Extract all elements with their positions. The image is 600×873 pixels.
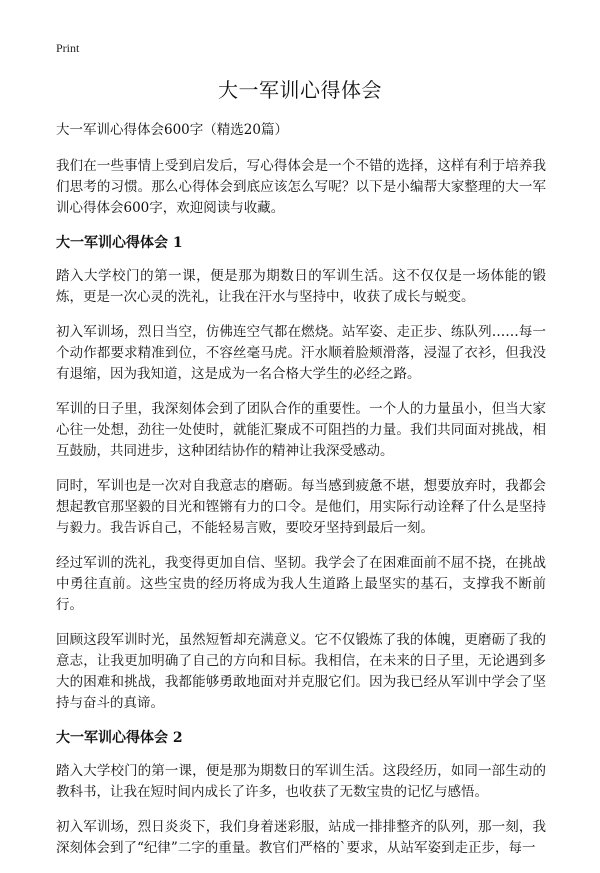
document-title: 大一军训心得体会 [218, 78, 382, 102]
section-1-paragraph-5: 经过军训的洗礼，我变得更加自信、坚韧。我学会了在困难面前不屈不挠，在挑战中勇往直前。这些宝贵的经历将成为我人生道路上最坚实的基石，支撑我不断前行。 [56, 555, 546, 613]
section-1-paragraph-1: 踏入大学校门的第一课，便是那为期数日的军训生活。这不仅仅是一场体能的锻炼，更是一次心灵的洗礼，让我在汗水与坚持中，收获了成长与蜕变。 [56, 268, 546, 305]
section-2-paragraph-1: 踏入大学校门的第一课，便是那为期数日的军训生活。这段经历，如同一部生动的教科书，让我在短时间内成长了许多，也收获了无数宝贵的记忆与感悟。 [56, 763, 546, 800]
document-body [56, 120, 546, 873]
section-2-paragraph-2: 初入军训场，烈日炎炎下，我们身着迷彩服，站成一排排整齐的队列，那一刻，我深刻体会到了“纪律”二字的重量。教官们严格的`要求，从站军姿到走正步，每一 [56, 819, 546, 856]
print-link[interactable]: Print [56, 41, 80, 55]
section-heading-1: 大一军训心得体会 1 [56, 235, 183, 251]
section-1-paragraph-4: 同时，军训也是一次对自我意志的磨砺。每当感到疲惫不堪，想要放弃时，我都会想起教官那坚毅的目光和铿锵有力的口令。是他们，用实际行动诠释了什么是坚持与毅力。我告诉自己，不能轻易言败，要咬牙坚持到最后一刻。 [56, 478, 546, 536]
section-1-paragraph-6: 回顾这段军训时光，虽然短暂却充满意义。它不仅锻炼了我的体魄，更磨砺了我的意志，让我更加明确了自己的方向和目标。我相信，在未来的日子里，无论遇到多大的困难和挑战，我都能够勇敢地面对并克服它们。因为我已经从军训中学会了坚持与奋斗的真谛。 [56, 632, 546, 711]
document-subtitle: 大一军训心得体会600字（精选20篇） [56, 122, 288, 138]
section-1-paragraph-2: 初入军训场，烈日当空，仿佛连空气都在燃烧。站军姿、走正步、练队列……每一个动作都要求精准到位，不容丝毫马虎。汗水顺着脸颊滑落，浸湿了衣衫，但我没有退缩，因为我知道，这是成为一名合格大学生的必经之路。 [56, 324, 546, 382]
intro-paragraph: 我们在一些事情上受到启发后，写心得体会是一个不错的选择，这样有利于培养我们思考的习惯。那么心得体会到底应该怎么写呢？以下是小编帮大家整理的大一军训心得体会600字，欢迎阅读与收藏。 [56, 158, 546, 216]
section-1-paragraph-3: 军训的日子里，我深刻体会到了团队合作的重要性。一个人的力量虽小，但当大家心往一处想，劲往一处使时，就能汇聚成不可阻挡的力量。我们共同面对挑战，相互鼓励，共同进步，这种团结协作的精神让我深受感动。 [56, 401, 546, 459]
section-heading-2: 大一军训心得体会 2 [56, 730, 183, 746]
